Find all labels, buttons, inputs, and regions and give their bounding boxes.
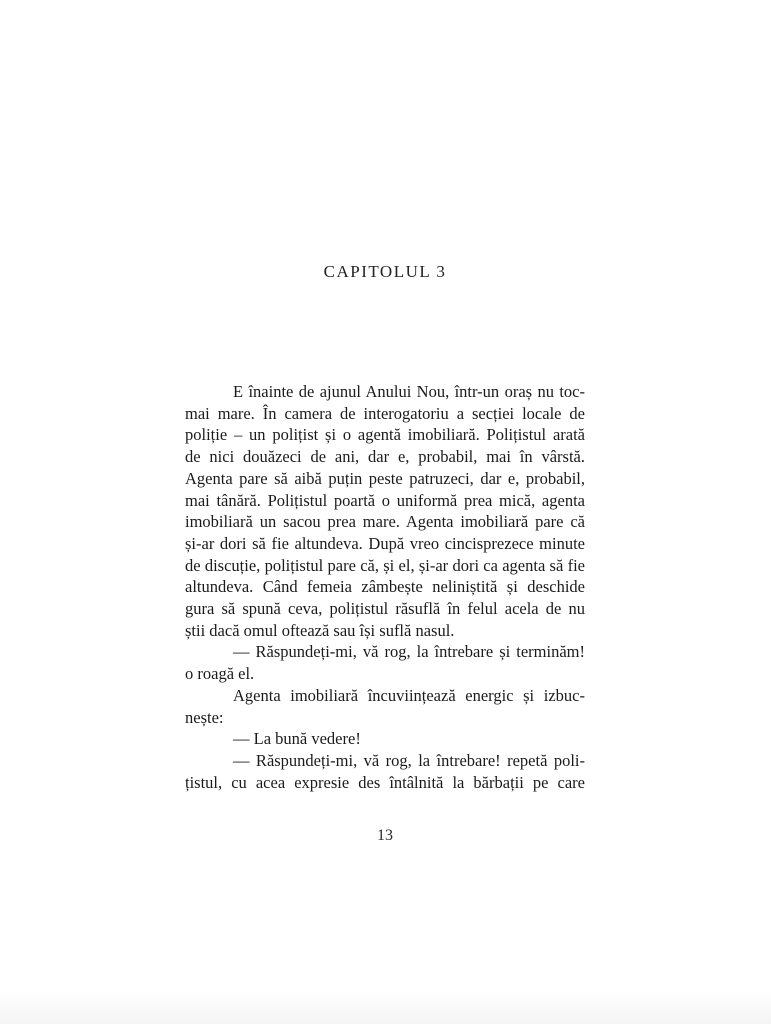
text-line: Agenta pare să aibă puțin peste patruzeci, dar e, probabil,	[185, 468, 585, 488]
text-line: de discuție, polițistul pare că, și el, și-ar dori ca agenta să fie	[185, 555, 585, 575]
text-line: de nici douăzeci de ani, dar e, probabil, mai în vârstă.	[185, 447, 585, 467]
text-line: — La bună vedere!	[233, 729, 361, 749]
chapter-heading: CAPITOLUL 3	[323, 262, 447, 281]
text-line: poliție – un polițist și o agentă imobiliară. Polițistul arată	[185, 425, 585, 445]
page-number: 13	[377, 827, 393, 844]
text-line: Agenta imobiliară încuviințează energic și izbuc-	[233, 685, 585, 705]
text-line: E înainte de ajunul Anului Nou, într-un oraș nu toc-	[233, 382, 585, 401]
text-line: mai mare. În camera de interogatoriu a secției locale de	[185, 403, 585, 423]
body-text	[185, 381, 585, 793]
text-line: țistul, cu acea expresie des întâlnită la bărbații pe care	[185, 772, 585, 792]
text-line: mai tânără. Polițistul poartă o uniformă prea mică, agenta	[185, 490, 585, 510]
text-line: imobiliară un sacou prea mare. Agenta imobiliară pare că	[185, 512, 585, 532]
text-line: — Răspundeți-mi, vă rog, la întrebare! repetă poli-	[233, 750, 585, 770]
text-line: și-ar dori să fie altundeva. După vreo cincisprezece minute	[185, 533, 585, 553]
text-line: o roagă el.	[185, 664, 255, 684]
text-line: nește:	[185, 707, 224, 727]
text-line: — Răspundeți-mi, vă rog, la întrebare și terminăm!	[233, 642, 585, 662]
text-line: știi dacă omul oftează sau își suflă nasul.	[185, 620, 455, 640]
page-bottom-shade	[0, 990, 771, 1024]
text-line: gura să spună ceva, polițistul răsuflă în felul acela de nu	[185, 599, 585, 619]
text-line: altundeva. Când femeia zâmbește neliniștită și deschide	[185, 577, 585, 597]
